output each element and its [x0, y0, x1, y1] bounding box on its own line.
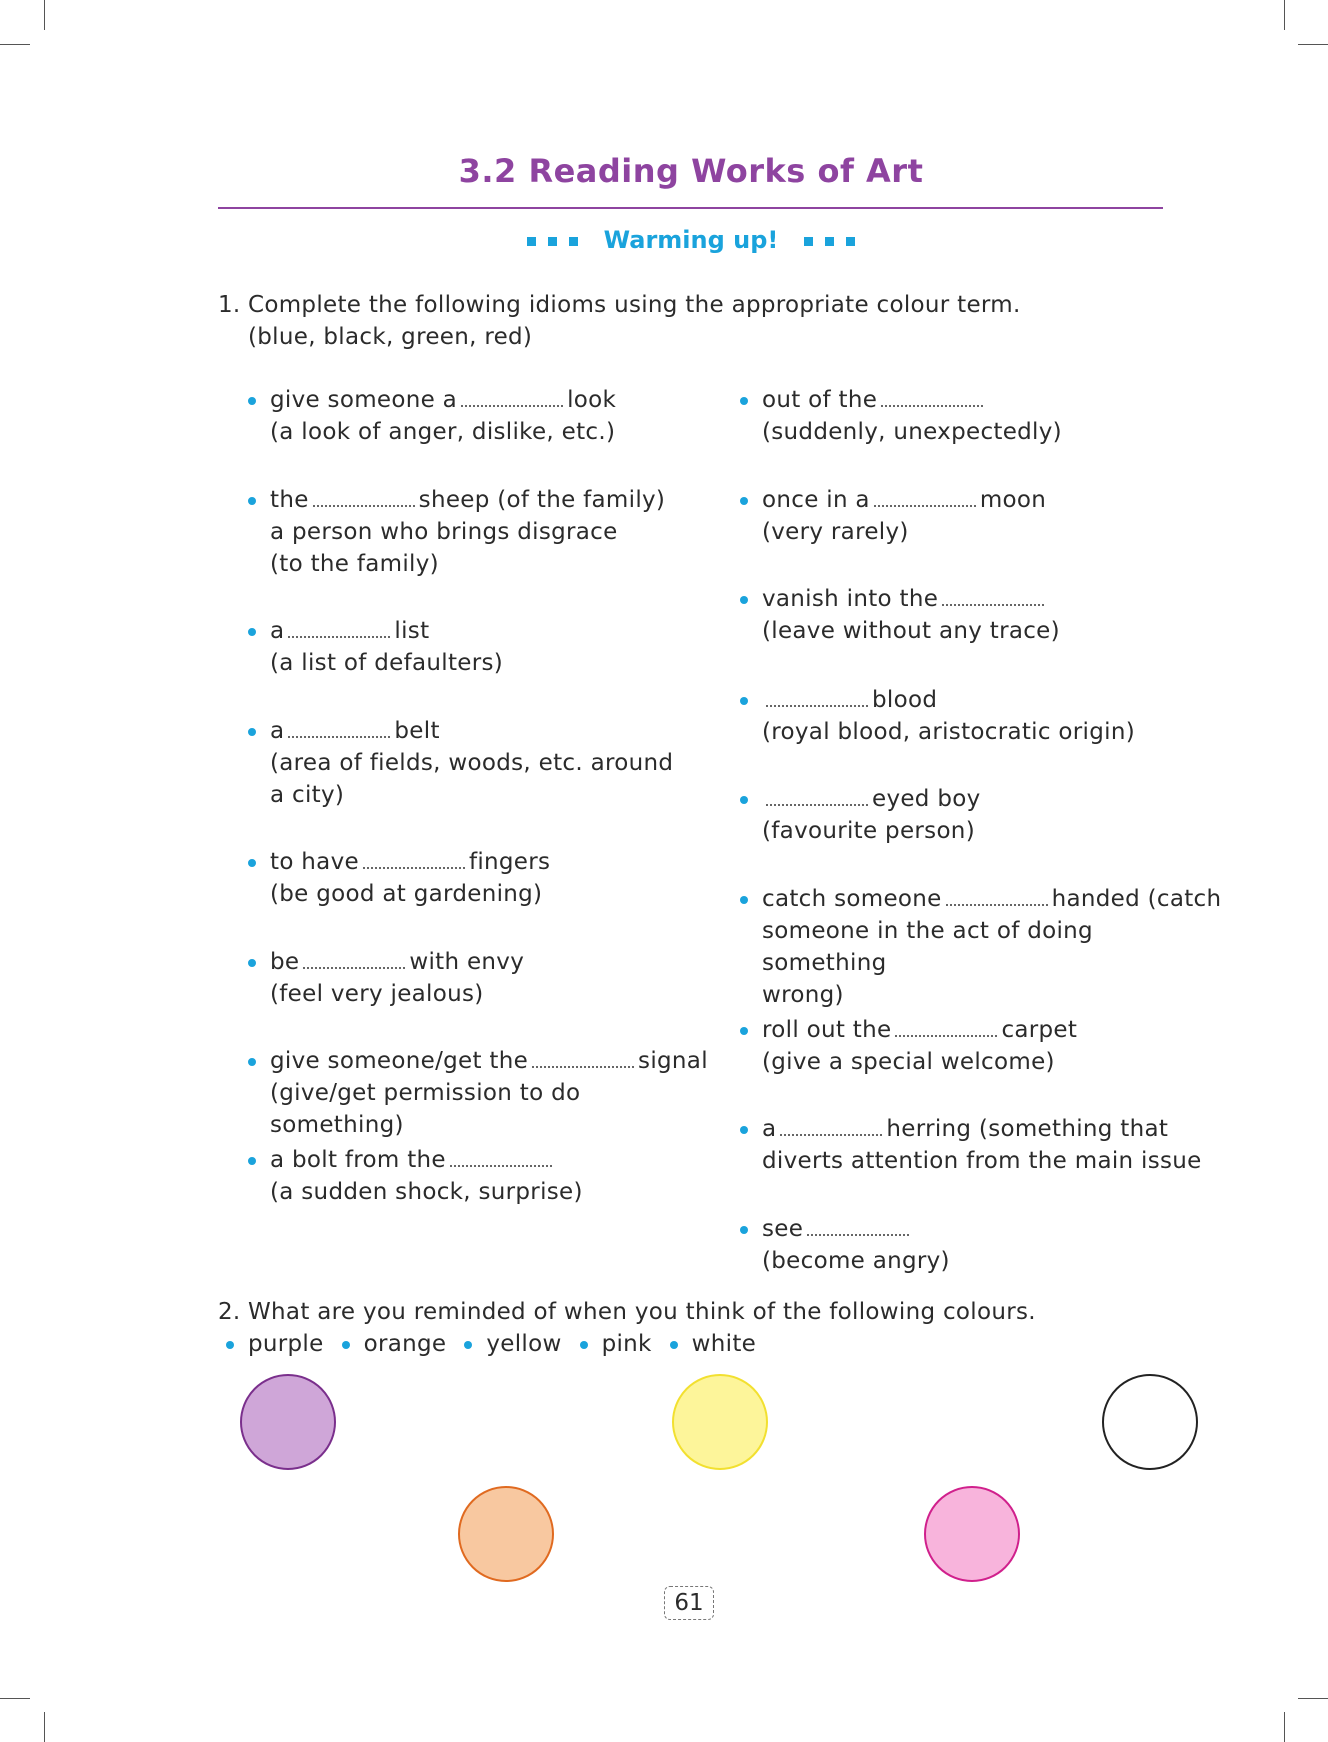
- crop-mark: [0, 44, 30, 45]
- idiom-before: once in a: [762, 487, 870, 513]
- idiom-meaning: (give a special welcome): [762, 1049, 1055, 1075]
- idiom-before: out of the: [762, 387, 878, 413]
- idiom-item: [270, 846, 710, 910]
- pink-circle: [924, 1486, 1020, 1582]
- crop-mark: [1298, 1698, 1328, 1699]
- question-number: 2.: [218, 1299, 241, 1325]
- fill-in-blank[interactable]: [942, 590, 1044, 606]
- question-options: (blue, black, green, red): [248, 324, 533, 350]
- square-bullets-icon: [798, 226, 861, 254]
- bullet-icon: [248, 628, 256, 636]
- idiom-item: [762, 384, 1202, 448]
- fill-in-blank[interactable]: [874, 491, 976, 507]
- idiom-item: [762, 1113, 1202, 1177]
- idiom-meaning: (very rarely): [762, 519, 909, 545]
- question-2: [218, 1296, 1036, 1328]
- idiom-text: [762, 1014, 1202, 1046]
- fill-in-blank[interactable]: [780, 1120, 882, 1136]
- white-circle: [1102, 1374, 1198, 1470]
- bullet-icon: [740, 1027, 748, 1035]
- fill-in-blank[interactable]: [313, 491, 415, 507]
- fill-in-blank[interactable]: [807, 1220, 909, 1236]
- idiom-text: [270, 715, 710, 747]
- fill-in-blank[interactable]: [946, 890, 1048, 906]
- idiom-after: eyed boy: [872, 786, 981, 812]
- idiom-meaning: diverts attention from the main issue: [762, 1148, 1202, 1174]
- idiom-item: [270, 1144, 710, 1208]
- colour-yellow: yellow: [486, 1328, 561, 1360]
- idiom-after: moon: [979, 487, 1047, 513]
- question-1: [218, 289, 1021, 353]
- idiom-meaning: wrong): [762, 982, 844, 1008]
- idiom-before: to have: [270, 849, 359, 875]
- bullet-icon: [248, 859, 256, 867]
- idiom-item: [762, 783, 1202, 847]
- idiom-meaning: someone in the act of doing something: [762, 918, 1093, 976]
- question-text: What are you reminded of when you think of the following colours.: [248, 1299, 1036, 1325]
- idiom-meaning: a person who brings disgrace: [270, 519, 618, 545]
- idiom-after: blood: [872, 687, 938, 713]
- bullet-icon: [248, 1157, 256, 1165]
- crop-mark: [44, 1712, 45, 1742]
- fill-in-blank[interactable]: [461, 391, 563, 407]
- fill-in-blank[interactable]: [766, 691, 868, 707]
- bullet-icon: [740, 896, 748, 904]
- question-text: Complete the following idioms using the appropriate colour term.: [248, 292, 1021, 318]
- idiom-meaning: (become angry): [762, 1248, 950, 1274]
- idiom-before: give someone a: [270, 387, 458, 413]
- idiom-meaning: (a sudden shock, surprise): [270, 1179, 583, 1205]
- idiom-text: [762, 484, 1202, 516]
- idiom-item: [270, 1045, 710, 1141]
- idiom-item: [270, 715, 710, 811]
- idiom-meaning: (give/get permission to do something): [270, 1080, 581, 1138]
- crop-mark: [1284, 1712, 1285, 1742]
- bullet-icon: [740, 1126, 748, 1134]
- bullet-icon: [248, 728, 256, 736]
- page-number: 61: [664, 1586, 714, 1620]
- idiom-item: [762, 583, 1202, 647]
- idiom-text: [762, 1113, 1202, 1145]
- idiom-meaning: (be good at gardening): [270, 881, 543, 907]
- idiom-text: [270, 1144, 710, 1176]
- fill-in-blank[interactable]: [881, 391, 983, 407]
- idiom-text: [270, 615, 710, 647]
- page-title: 3.2 Reading Works of Art: [458, 152, 924, 190]
- idiom-before: a: [762, 1116, 777, 1142]
- idiom-item: [762, 484, 1202, 548]
- yellow-circle: [672, 1374, 768, 1470]
- idiom-text: [762, 583, 1202, 615]
- idiom-meaning: (favourite person): [762, 818, 975, 844]
- idiom-after: handed (catch: [1051, 886, 1222, 912]
- colour-orange: orange: [364, 1328, 447, 1360]
- idiom-before: catch someone: [762, 886, 942, 912]
- title-rule: [218, 207, 1163, 209]
- idiom-meaning: a city): [270, 782, 345, 808]
- crop-mark: [44, 0, 45, 30]
- colour-purple: purple: [248, 1328, 324, 1360]
- idiom-before: roll out the: [762, 1017, 892, 1043]
- idiom-text: [762, 783, 1202, 815]
- idiom-after: herring (something that: [886, 1116, 1169, 1142]
- idiom-text: [762, 883, 1222, 915]
- idiom-after: belt: [394, 718, 440, 744]
- idiom-text: [270, 484, 710, 516]
- fill-in-blank[interactable]: [766, 790, 868, 806]
- idiom-meaning: (feel very jealous): [270, 981, 484, 1007]
- purple-circle: [240, 1374, 336, 1470]
- crop-mark: [1298, 44, 1328, 45]
- idiom-after: with envy: [409, 949, 525, 975]
- idiom-meaning: (a list of defaulters): [270, 650, 504, 676]
- idiom-before: a: [270, 618, 285, 644]
- idiom-text: [270, 846, 710, 878]
- idiom-text: [762, 684, 1202, 716]
- idiom-item: [762, 1213, 1202, 1277]
- orange-circle: [458, 1486, 554, 1582]
- idiom-before: be: [270, 949, 300, 975]
- idiom-meaning: (royal blood, aristocratic origin): [762, 719, 1135, 745]
- crop-mark: [1284, 0, 1285, 30]
- idiom-text: [270, 946, 710, 978]
- bullet-icon: [248, 397, 256, 405]
- bullet-icon: [248, 497, 256, 505]
- idiom-after: sheep (of the family): [418, 487, 666, 513]
- idiom-after: list: [394, 618, 430, 644]
- idiom-text: [270, 1045, 710, 1077]
- colour-white: white: [692, 1328, 756, 1360]
- idiom-meaning: (to the family): [270, 551, 439, 577]
- warming-up-heading: [0, 226, 1328, 254]
- idiom-text: [762, 384, 1202, 416]
- bullet-icon: [740, 697, 748, 705]
- fill-in-blank[interactable]: [363, 853, 465, 869]
- bullet-icon: [740, 596, 748, 604]
- idiom-text: [762, 1213, 1202, 1245]
- fill-in-blank[interactable]: [303, 953, 405, 969]
- question-number: 1.: [218, 292, 241, 318]
- idiom-before: see: [762, 1216, 804, 1242]
- square-bullets-icon: [521, 226, 584, 254]
- idiom-before: vanish into the: [762, 586, 939, 612]
- idiom-before: a bolt from the: [270, 1147, 446, 1173]
- idiom-after: signal: [638, 1048, 708, 1074]
- fill-in-blank[interactable]: [288, 622, 390, 638]
- idiom-item: [762, 684, 1202, 748]
- fill-in-blank[interactable]: [288, 722, 390, 738]
- idiom-meaning: (area of fields, woods, etc. around: [270, 750, 674, 776]
- fill-in-blank[interactable]: [450, 1151, 552, 1167]
- idiom-item: [270, 615, 710, 679]
- bullet-icon: [740, 497, 748, 505]
- idiom-item: [270, 484, 710, 580]
- idiom-after: carpet: [1001, 1017, 1078, 1043]
- bullet-icon: [248, 959, 256, 967]
- bullet-icon: [740, 1226, 748, 1234]
- bullet-icon: [740, 796, 748, 804]
- colour-list: [248, 1328, 796, 1360]
- idiom-meaning: (leave without any trace): [762, 618, 1060, 644]
- idiom-item: [762, 883, 1222, 1011]
- fill-in-blank[interactable]: [532, 1052, 634, 1068]
- bullet-icon: [248, 1058, 256, 1066]
- idiom-item: [270, 946, 710, 1010]
- idiom-before: the: [270, 487, 309, 513]
- idiom-before: give someone/get the: [270, 1048, 529, 1074]
- idiom-before: a: [270, 718, 285, 744]
- idiom-item: [762, 1014, 1202, 1078]
- idiom-meaning: (suddenly, unexpectedly): [762, 419, 1062, 445]
- fill-in-blank[interactable]: [895, 1021, 997, 1037]
- idiom-text: [270, 384, 710, 416]
- warming-up-label: Warming up!: [603, 226, 779, 254]
- idiom-item: [270, 384, 710, 448]
- bullet-icon: [740, 397, 748, 405]
- crop-mark: [0, 1698, 30, 1699]
- colour-pink: pink: [602, 1328, 652, 1360]
- idiom-after: fingers: [468, 849, 551, 875]
- idiom-after: look: [567, 387, 617, 413]
- idiom-meaning: (a look of anger, dislike, etc.): [270, 419, 616, 445]
